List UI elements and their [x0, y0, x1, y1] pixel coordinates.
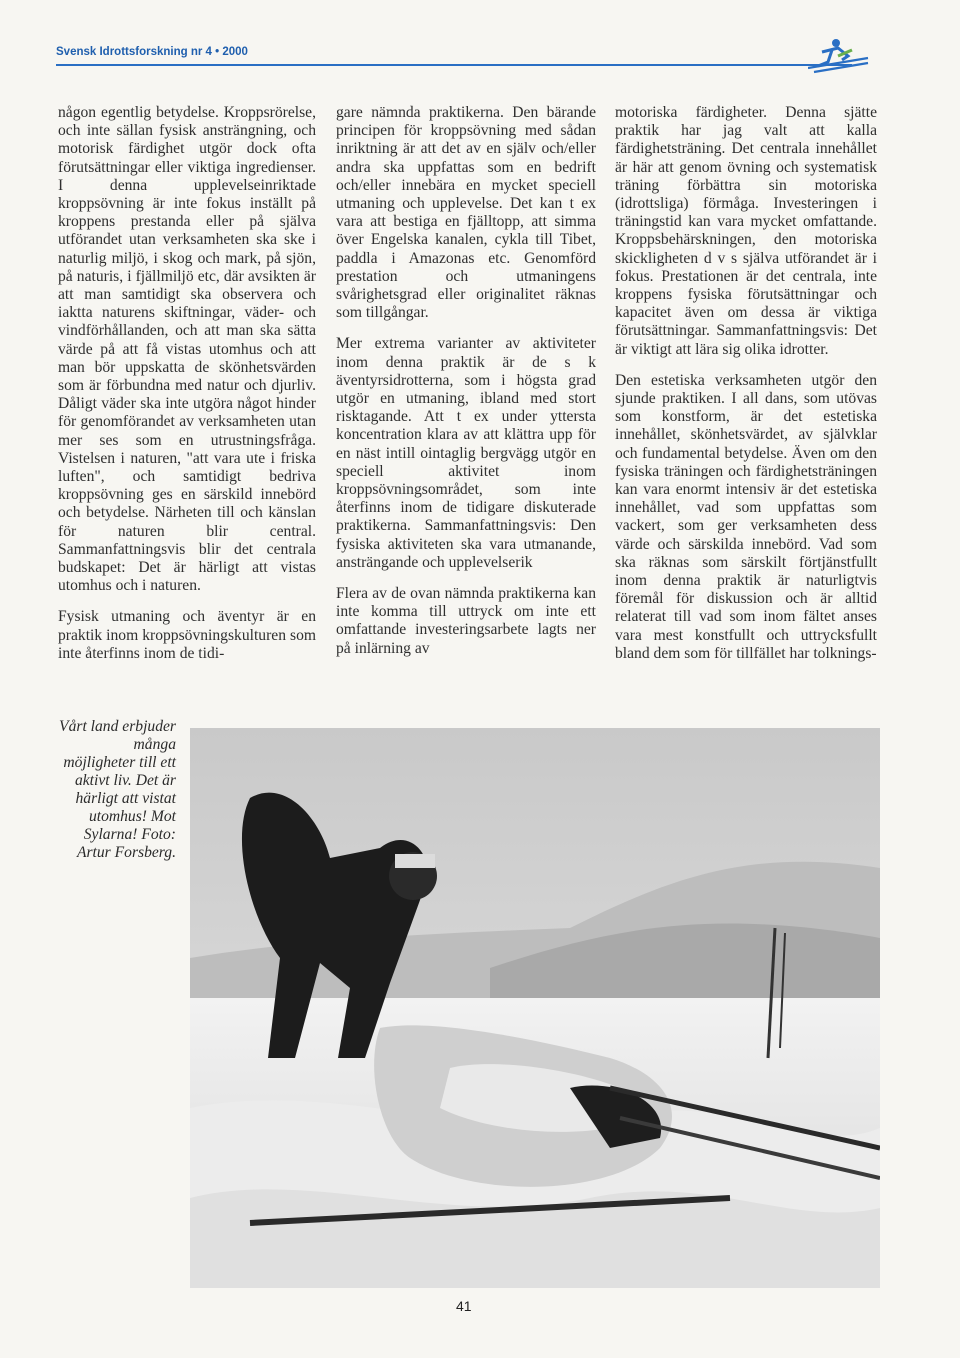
- paragraph: någon egentlig betydelse. Kroppsrörelse, och inte sällan fysisk ansträngning, och motorisk färdighet utgör dock ofta förutsättningar eller viktiga ingredienser. I denna upplevelseinriktade kroppsövning är inte fokus inställt på kroppens prestanda eller på själva utförandet utan verksamheten ska ske i naturlig miljö, i skog och mark, på sjön, på naturis, i fjällmiljö etc, där avsikten är att man samtidigt ska observera och iaktta naturens skiftningar, väder- och vindförhållanden, och att man ska sätta värde på att få vistas utomhus och att man bör uppskatta de skönhetsvärden som är förbundna med natur och djurliv. Dåligt väder ska inte utgöra något hinder för genomförandet av verksamheten utan mer ses som en utrustningsfråga. Vistelsen i naturen, "att vara ute i friska luften", och samtidigt bedriva kroppsövning ges en särskild innebörd och betydelse. Närheten till och känslan för naturen blir central. Sammanfattningsvis blir det centrala budskapet: Det är härligt att vistas utomhus och i naturen.: [58, 104, 316, 595]
- article-column-2: [336, 104, 596, 671]
- paragraph: Fysisk utmaning och äventyr är en praktik inom kroppsövningskulturen som inte återfinns inom de tidi-: [58, 608, 316, 662]
- paragraph: gare nämnda praktikerna. Den bärande principen för kroppsövning med sådan inriktning är att det av en själv och/eller andra ska uppfattas som en bedrift och/eller innebära en mycket speciell utmaning och upplevelse. Det kan t ex vara att bestiga en fjälltopp, att simma över Engelska kanalen, cykla till Tibet, paddla i Amazonas etc. Genomförd prestation och utmaningens svårighetsgrad eller originalitet räknas som tillgångar.: [336, 104, 596, 322]
- skier-logo-icon: [808, 36, 870, 76]
- journal-header-title: Svensk Idrottsforskning nr 4 • 2000: [56, 46, 248, 58]
- paragraph: Flera av de ovan nämnda praktikerna kan inte komma till uttryck om inte ett omfattande investeringsarbete lagts ner på inlärning av: [336, 585, 596, 657]
- photo-illustration: [190, 728, 880, 1288]
- header-divider: [56, 64, 852, 66]
- mountain-snow-photo: [190, 728, 880, 1288]
- page-number: 41: [456, 1298, 472, 1314]
- article-column-1: [58, 104, 316, 676]
- paragraph: Den estetiska verksamheten utgör den sjunde praktiken. I all dans, som utövas som konstform, är det estetiska innehållet, skönhetsvärdet, av självklar och fundamental betydelse. Även om den fysiska träningen och färdighetsträningen kan vara enormt intensiv är det estetiska innehållet, vad som uppfattas som vackert, som ger verksamheten dess värde och särskilda innebörd. Vad som ska räknas som särskilt förtjänstfullt inom denna praktik är naturligtvis föremål för diskussion och är alltid relaterat till vad som inom fältet anses vara mest konstfullt och uttrycksfullt bland dem som för tillfället har tolknings-: [615, 371, 877, 662]
- paragraph: Mer extrema varianter av aktiviteter inom denna praktik är de s k äventyrsidrotterna, som i högsta grad utgör en utmaning, ibland med stort risktagande. Att t ex under yttersta koncentration klara av att klättra upp för en näst intill ointaglig bergvägg utgör en speciell aktivitet inom kroppsövningsområdet, som inte återfinns inom de tidigare diskuterade praktikerna. Sammanfattningsvis: Den fysiska aktiviteten ska vara utmanande, ansträngande och upplevelserik: [336, 335, 596, 571]
- article-column-3: [615, 104, 877, 676]
- paragraph: motoriska färdigheter. Denna sjätte praktik har jag valt att kalla färdighetsträning. Det centrala innehållet är här att genom övning och systematisk träning förbättra sin motoriska (idrottsliga) förmåga. Investeringen i träningstid kan vara mycket omfattande. Kroppsbehärskningen, den motoriska skickligheten d v s själva utförandet är i fokus. Prestationen är det centrala, inte kroppens fysiska förutsättningar och kapacitet även om dessa är viktiga förutsättningar. Sammanfattningsvis: Det är viktigt att lära sig olika idrotter.: [615, 104, 877, 358]
- photo-caption: Vårt land erbjuder många möjligheter till ett aktivt liv. Det är härligt att vistat utomhus! Mot Sylarna! Foto: Artur Forsberg.: [59, 718, 176, 861]
